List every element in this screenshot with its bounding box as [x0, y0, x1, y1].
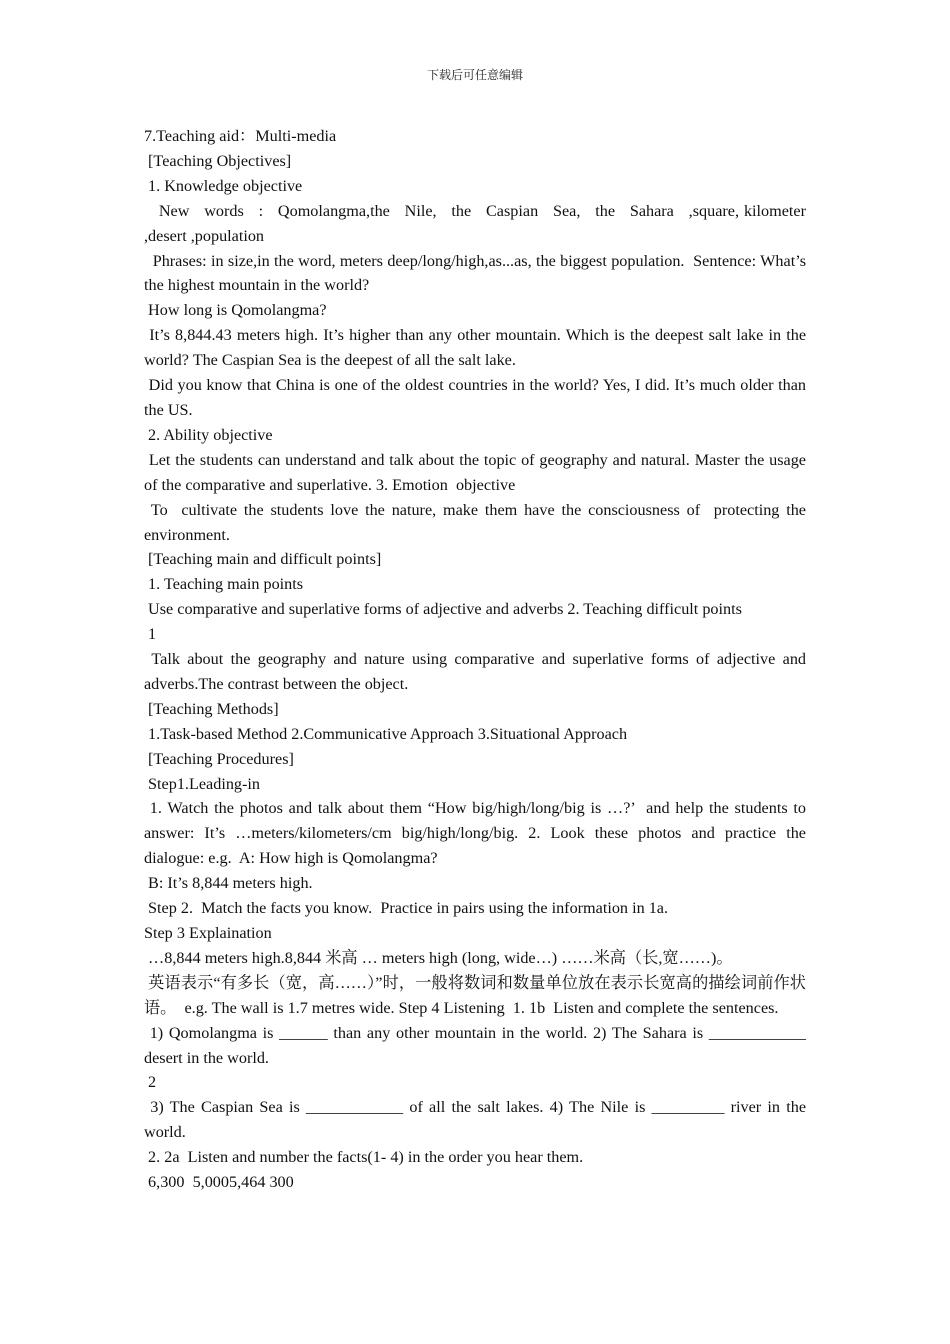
- paragraph: Did you know that China is one of the oldest countries in the world? Yes, I did. It’s much older than the US.: [144, 376, 811, 419]
- paragraph: 1: [144, 625, 157, 644]
- paragraph: Talk about the geography and nature using comparative and superlative forms of adjective and adverbs.The contrast between the object.: [144, 650, 811, 693]
- paragraph: 7.Teaching aid：Multi-media: [144, 127, 337, 145]
- paragraph: Step 2. Match the facts you know. Practice in pairs using the information in 1a.: [144, 899, 669, 918]
- paragraph: Use comparative and superlative forms of adjective and adverbs 2. Teaching difficult points: [144, 600, 742, 619]
- paragraph: 3) The Caspian Sea is ____________ of all the salt lakes. 4) The Nile is _________ river in the world.: [144, 1098, 811, 1142]
- paragraph: To cultivate the students love the nature, make them have the consciousness of protecting the environment.: [144, 500, 811, 544]
- paragraph: 2. Ability objective: [144, 425, 273, 444]
- paragraph: [Teaching main and difficult points]: [144, 550, 382, 569]
- paragraph: Step1.Leading-in: [144, 774, 260, 793]
- page-header: 下载后可任意编辑: [426, 68, 523, 82]
- paragraph: New words : Qomolangma,the Nile, the Caspian Sea, the Sahara ,square, kilometer ,desert ,population: [144, 201, 811, 245]
- paragraph: [Teaching Objectives]: [144, 151, 292, 170]
- paragraph: 英语表示“有多长（宽，高……）”时，一般将数词和数量单位放在表示长宽高的描绘词前作状语。 e.g. The wall is 1.7 metres wide. Step 4 Listening 1. 1b Listen and complete the sentences.: [144, 973, 806, 1017]
- paragraph: Let the students can understand and talk about the topic of geography and natural. Master the usage of the comparative and superlative. 3. Emotion objective: [144, 450, 811, 494]
- paragraph: 1.Task-based Method 2.Communicative Approach 3.Situational Approach: [144, 724, 628, 743]
- paragraph: …8,844 meters high.8,844 米高 … meters high (long, wide…) ……米高（长,宽……)。: [144, 948, 733, 967]
- paragraph: Step 3 Explaination: [144, 924, 272, 942]
- paragraph: It’s 8,844.43 meters high. It’s higher than any other mountain. Which is the deepest salt lake in the world? The Caspian Sea is the deepest of all the salt lake.: [144, 326, 811, 370]
- paragraph: [Teaching Methods]: [144, 699, 279, 718]
- paragraph: 1. Teaching main points: [144, 575, 304, 594]
- paragraph: How long is Qomolangma?: [144, 301, 327, 320]
- paragraph: Phrases: in size,in the word, meters deep/long/high,as...as, the biggest population. Sentence: What’s the highest mountain in the world?: [144, 251, 811, 295]
- paragraph: 6,300 5,0005,464 300: [144, 1173, 294, 1192]
- paragraph: 2: [144, 1073, 157, 1092]
- paragraph: [Teaching Procedures]: [144, 749, 294, 768]
- paragraph: 1) Qomolangma is ______ than any other mountain in the world. 2) The Sahara is ____________ desert in the world.: [144, 1023, 811, 1067]
- paragraph: B: It’s 8,844 meters high.: [144, 874, 313, 893]
- paragraph: 2. 2a Listen and number the facts(1- 4) in the order you hear them.: [144, 1148, 584, 1167]
- paragraph: 1. Knowledge objective: [144, 176, 303, 195]
- paragraph: 1. Watch the photos and talk about them “How big/high/long/big is …?’ and help the students to answer: It’s …meters/kilometers/cm big/high/long/big. 2. Look these photos and practice the dialogue: e.g. A: How high is Qomolangma?: [144, 799, 811, 868]
- document-body: [144, 124, 811, 1195]
